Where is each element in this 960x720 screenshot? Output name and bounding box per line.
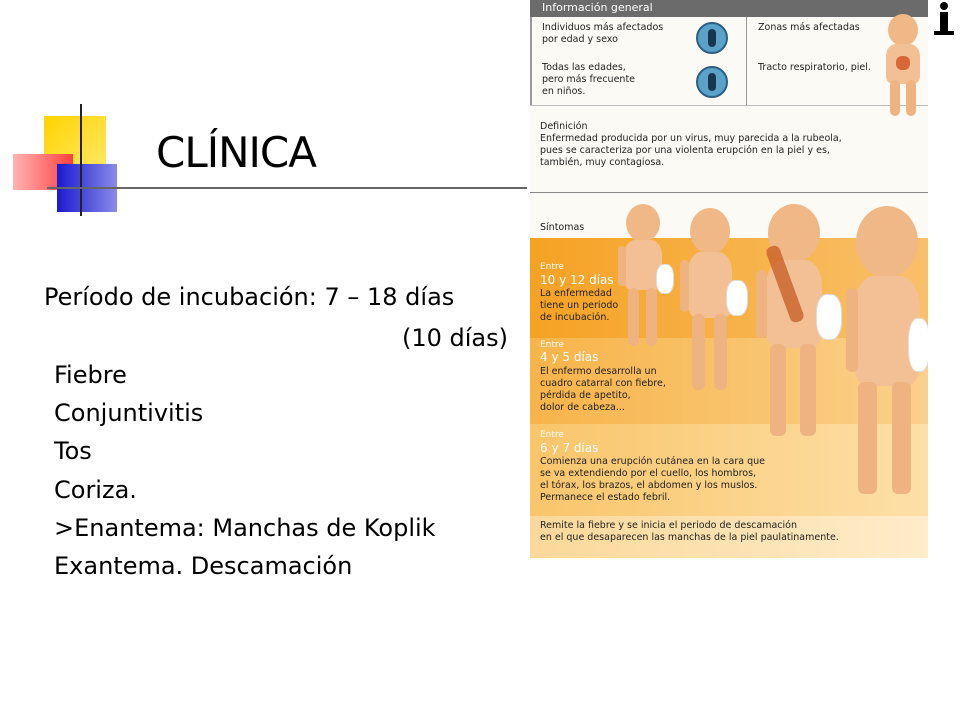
- stage-days: 10 y 12 días: [540, 273, 614, 287]
- symptom-item: Exantema. Descamación: [54, 552, 353, 580]
- child-figure-icon: [878, 14, 928, 124]
- divider: [530, 17, 532, 105]
- symptom-item: Conjuntivitis: [54, 399, 204, 427]
- symptom-item: Tos: [54, 437, 92, 465]
- child-stage1-figure: [616, 204, 676, 354]
- stage-entre: Entre: [540, 340, 564, 350]
- child-stage2-figure: [678, 208, 748, 398]
- person-icon: [696, 22, 728, 54]
- person-icon: [696, 66, 728, 98]
- child-stage4-figure: [846, 206, 928, 506]
- stage-text: El enfermo desarrolla un cuadro catarral con fiebre, pérdida de apetito, dolor de cabeza...: [540, 366, 666, 413]
- divider: [530, 105, 928, 106]
- info-icon: [928, 0, 960, 40]
- title-underline: [47, 187, 527, 189]
- stage-days: 4 y 5 días: [540, 350, 599, 364]
- zones-label: Zonas más afectadas: [758, 22, 860, 33]
- divider: [746, 17, 747, 105]
- child-stage3-figure: [752, 204, 842, 444]
- definition-label: Definición: [540, 121, 588, 132]
- stage-entre: Entre: [540, 430, 564, 440]
- slide-title: CLÍNICA: [156, 128, 316, 177]
- stage-days: 6 y 7 días: [540, 441, 599, 455]
- affected-label: Individuos más afectados por edad y sexo: [542, 22, 664, 45]
- stage-text: La enfermedad tiene un periodo de incubación.: [540, 288, 619, 323]
- symptom-item: >Enantema: Manchas de Koplik: [54, 514, 436, 542]
- zones-value: Tracto respiratorio, piel.: [758, 62, 871, 73]
- affected-value: Todas las edades, pero más frecuente en niños.: [542, 62, 636, 97]
- divider: [530, 192, 928, 193]
- incubation-period: Período de incubación: 7 – 18 días: [44, 283, 455, 311]
- infographic-header: [530, 0, 928, 17]
- stage-entre: Entre: [540, 262, 564, 272]
- symptom-item: Coriza.: [54, 476, 137, 504]
- measles-infographic: [530, 0, 928, 558]
- stage-text: Comienza una erupción cutánea en la cara que se va extendiendo por el cuello, los hombros, el tórax, los brazos, el abdomen y los muslos. Permanece el estado febril.: [540, 456, 765, 503]
- final-stage-text: Remite la fiebre y se inicia el periodo de descamación en el que desaparecen las manchas de la piel paulatinamente.: [540, 520, 839, 543]
- symptoms-label: Síntomas: [540, 222, 585, 233]
- definition-text: Enfermedad producida por un virus, muy parecida a la rubeola, pues se caracteriza por una violenta erupción en la piel y es, también, muy contagiosa.: [540, 133, 842, 168]
- incubation-average: (10 días): [402, 324, 509, 352]
- infographic-header-title: Información general: [542, 1, 653, 14]
- logo-vertical-line: [80, 104, 82, 216]
- symptom-item: Fiebre: [54, 361, 127, 389]
